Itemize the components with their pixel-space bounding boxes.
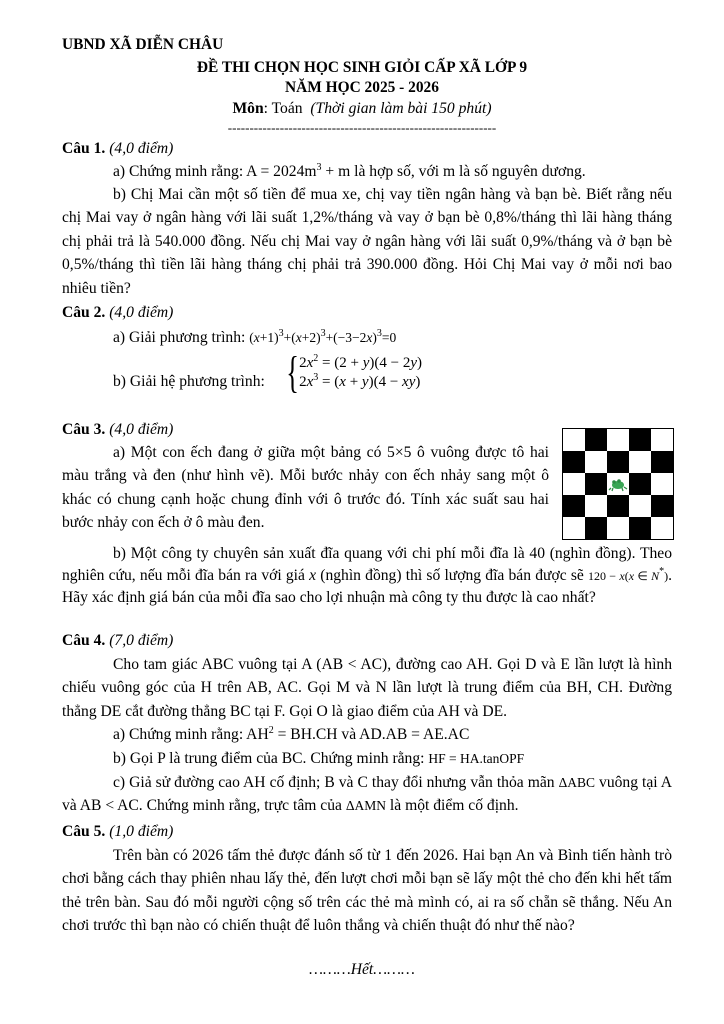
q2b-eq1: $2x^2 = (2 + y)(4 - 2y)$ xyxy=(299,353,423,371)
header-rule: -------------------------------------------------------------- xyxy=(227,120,497,135)
end-marker: ………Hết……… xyxy=(309,961,415,978)
frog-icon xyxy=(607,473,629,495)
q4b-text: b) Gọi P là trung điểm của BC. Chứng minh rằng: HF = HA.tanOPF xyxy=(113,750,525,767)
q2a-line xyxy=(113,326,396,349)
exam-title: ĐỀ THI CHỌN HỌC SINH GIỎI CẤP XÃ LỚP 9 xyxy=(196,59,528,76)
frog-cell xyxy=(607,473,629,495)
school-year: NĂM HỌC 2025 - 2026 xyxy=(285,79,439,96)
q1a-text: a) Chứng minh rằng: $A = 2024m^3 + m$ là hợp số, với m là số nguyên dương. xyxy=(113,162,586,180)
q1-label: Câu 1. xyxy=(62,140,106,157)
subject-label: Môn xyxy=(232,100,264,117)
q2b-text: b) Giải hệ phương trình: xyxy=(113,373,265,390)
q4-heading: Câu 4. (7,0 điểm) xyxy=(62,632,174,649)
q2a-equation: $(x+1)^3+(x+2)^3+(-3-2x)^3=0$ xyxy=(249,328,397,345)
q5-text: Trên bàn có 2026 tấm thẻ được đánh số từ 1 đến 2026. Hai bạn An và Bình tiến hành trò chơi bằng cách thay phiên nhau lấy thẻ, đến lượt chơi mỗi bạn sẽ lấy một thẻ cho đến khi hết tấm thẻ trên bàn. Sau đó mỗi người cộng số trên các thẻ mà mình có, ai ra số chẵn sẽ thắng. Nếu An chơi trước thì bạn nào có chiến thuật để luôn thắng và chiến thuật đó như thế nào? xyxy=(62,847,672,935)
q4-intro: Cho tam giác ABC vuông tại A (AB < AC), đường cao AH. Gọi D và E lần lượt là hình chiếu vuông góc của H trên AB, AC. Gọi M và N lần lượt là trung điểm của BH, CH. Đường thẳng DE cắt đường thẳng BC tại F. Gọi O là giao điểm của AH và DE. xyxy=(62,656,672,720)
q1-points: (4,0 điểm) xyxy=(109,140,174,157)
q4c-text: c) Giả sử đường cao AH cố định; B và C thay đổi nhưng vẫn thỏa mãn ΔABC vuông tại A và AB < AC. Chứng minh rằng, trực tâm của ΔAMN là một điểm cố định. xyxy=(62,774,673,815)
q3-heading: Câu 3. (4,0 điểm) xyxy=(62,421,174,438)
q1b-text: b) Chị Mai cần một số tiền để mua xe, chị vay tiền ngân hàng và bạn bè. Biết rằng nếu chị Mai vay ở ngân hàng với lãi suất 1,2%/tháng và vay ở bạn bè 0,8%/tháng thì lãi hàng tháng chị phải trả là 540.000 đồng. Nếu chị Mai vay ở ngân hàng với lãi suất 0,9%/tháng và ở bạn bè 0,5%/tháng thì tiền lãi hàng tháng chị phải trả 390.000 đồng. Hỏi Chị Mai vay ở mỗi nơi bao nhiêu tiền? xyxy=(62,186,672,297)
q3b-formula: 120 − x(x ∈ N*) xyxy=(588,566,669,584)
subject-value: : Toán xyxy=(263,100,303,117)
org-name: UBND XÃ DIỄN CHÂU xyxy=(62,36,224,53)
q3b-text: b) Một công ty chuyên sản xuất đĩa quang với chi phí mỗi đĩa là 40 (nghìn đồng). Theo nghiên cứu, nếu mỗi đĩa bán ra với giá x (nghìn đồng) thì số lượng đĩa bán được sẽ 120 − x(x ∈ N*). Hãy xác định giá bán của mỗi đĩa sao cho lợi nhuận mà công ty thu được là cao nhất? xyxy=(62,545,672,607)
q2a-text: a) Giải phương trình: xyxy=(113,329,246,346)
checkerboard-figure xyxy=(562,428,674,540)
q5-heading: Câu 5. (1,0 điểm) xyxy=(62,823,174,840)
q2b-system: { $2x^2 = (2 + y)(4 - 2y)$ $2x^3 = (x + y)(4 - xy)$ xyxy=(286,348,423,397)
time-limit: (Thời gian làm bài 150 phút) xyxy=(310,100,492,117)
q2b-eq2: $2x^3 = (x + y)(4 - xy)$ xyxy=(299,372,421,390)
q3a-text: a) Một con ếch đang ở giữa một bảng có 5×5 ô vuông được tô hai màu trắng và đen (như hình vẽ). Mỗi bước nhảy con ếch nhảy sang một ô khác có chung cạnh hoặc chung đỉnh với ô trước đó. Tính xác suất sau hai bước nhảy con ếch ở ô màu đen. xyxy=(62,444,549,532)
q2-heading: Câu 2. (4,0 điểm) xyxy=(62,304,174,321)
q1-heading xyxy=(62,137,173,160)
q4a-text: a) Chứng minh rằng: $AH^2 = BH.CH$ và AD.AB = AE.AC xyxy=(113,725,470,743)
